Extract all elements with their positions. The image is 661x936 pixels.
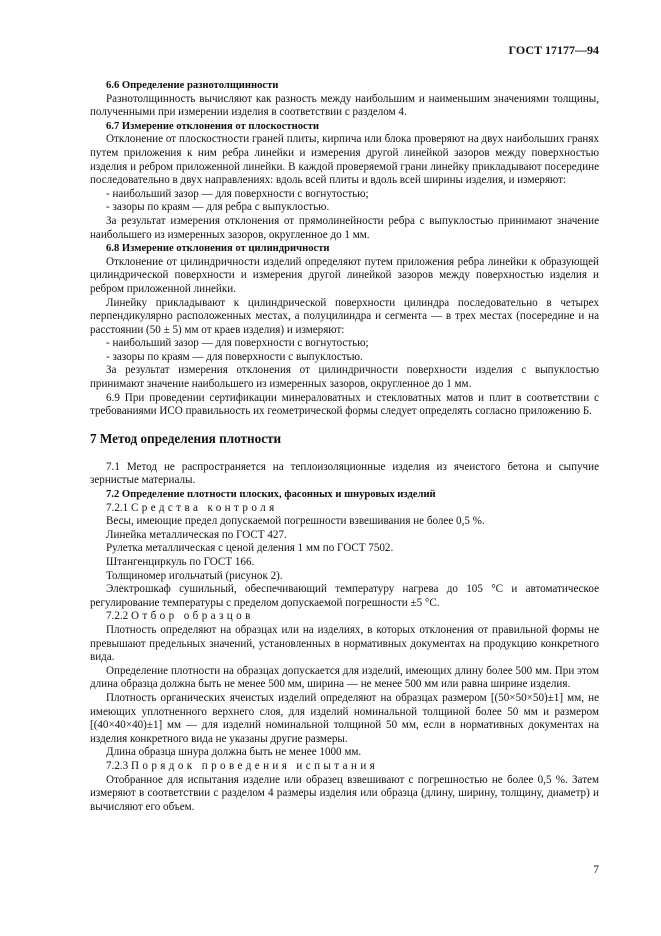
equipment-item: Линейка металлическая по ГОСТ 427.: [106, 528, 287, 541]
section-7-title: 7 Метод определения плотности: [90, 430, 282, 446]
section-6-7-paragraph: Отклонение от плоскостности граней плиты, кирпича или блока проверяют на двух наибольших гранях путем приложения к ним ребра линейки и измерения другой линейкой зазоров между поверхностью изделия и ребром приложенной линейки. В каждой проверяемой грани линейку прикладывают посередине последовательно в двух направлениях: вдоль всей плиты и вдоль всей ширины изделия, и измеряют:: [90, 133, 599, 187]
section-7-1-text: 7.1 Метод не распространяется на теплоизоляционные изделия из ячеистого бетона и сыпучие зернистые материалы.: [90, 460, 599, 487]
equipment-item: Толщиномер игольчатый (рисунок 2).: [106, 569, 283, 582]
section-6-8-heading: 6.8 Измерение отклонения от цилиндричности: [106, 243, 330, 255]
section-6-8-list-item: - наибольший зазор — для поверхности с вогнутостью;: [106, 337, 369, 350]
section-6-8-result: За результат измерения отклонения от цилиндричности поверхности изделия с выпуклостью принимают значение наибольшего из измеренных зазоров, округленное до 1 мм.: [90, 364, 599, 391]
equipment-item: Рулетка металлическая с ценой деления 1 мм по ГОСТ 7502.: [106, 542, 394, 555]
page-content: [90, 79, 599, 814]
section-7-2-2-paragraph: Плотность органических ячеистых изделий определяют на образцах размером [(50×50×50)±1] мм, не имеющих уплотненного верхнего слоя, для изделий номинальной толщиной более 50 мм и размером [(40×40×40)±1] мм — для изделий номинальной толщиной 50 мм, если в нормативных документах на изделия конкретного вида не указаны другие размеры.: [90, 691, 599, 745]
section-6-8-paragraph: Отклонение от цилиндричности изделий определяют путем приложения ребра линейки к образующей цилиндрической поверхности и измерения другой линейкой зазоров между поверхностью изделия и ребром приложенной линейки.: [90, 255, 599, 295]
section-7-2-2-heading: [90, 610, 599, 624]
section-7-2-1-heading: [90, 502, 599, 516]
section-7-2-2-paragraph: Плотность определяют на образцах или на изделиях, в которых отклонения от правильной формы не превышают предельных значений, установленных в нормативных документах на продукцию конкретного вида.: [90, 623, 599, 664]
equipment-item: Штангенциркуль по ГОСТ 166.: [106, 556, 255, 568]
section-7-2-1-title: Средства контроля: [130, 501, 278, 514]
section-7-2-heading: 7.2 Определение плотности плоских, фасонных и шнуровых изделий: [106, 489, 436, 501]
page-number: 7: [593, 864, 599, 876]
section-7-2-2-paragraph: Определение плотности на образцах допускается для изделий, имеющих длину более 500 мм. При этом длина образца должна быть не менее 500 мм, ширина — не менее 500 мм или равна ширине изделия.: [90, 664, 599, 691]
section-6-9-text: 6.9 При проведении сертификации минераловатных и стекловатных матов и плит в соответствии с требованиями ИСО правильность их геометрической формы следует определять согласно приложению Б.: [90, 391, 599, 418]
section-6-6-text: Разнотолщинность вычисляют как разность между наибольшим и наименьшим значениями толщины, полученными при измерении изделия в соответствии с разделом 4.: [90, 92, 599, 119]
document-code-header: ГОСТ 17177—94: [508, 43, 599, 57]
section-6-7-heading: 6.7 Измерение отклонения от плоскостности: [106, 120, 320, 132]
section-number: 7.2.1: [106, 501, 129, 514]
section-7-2-3-paragraph: Отобранное для испытания изделие или образец взвешивают с погрешностью не более 0,5 %. Затем измеряют в соответствии с разделом 4 размеры изделия или образца (длину, ширину, толщину, диаметр) и вычисляют его объем.: [90, 773, 599, 813]
section-6-7-list-item: - наибольший зазор — для поверхности с вогнутостью;: [106, 187, 369, 200]
section-number: 7.2.3: [106, 759, 129, 772]
section-6-7-list-item: - зазоры по краям — для ребра с выпуклостью.: [106, 201, 330, 214]
section-7-2-2-paragraph: Длина образца шнура должна быть не менее 1000 мм.: [106, 746, 362, 759]
section-7-2-3-title: Порядок проведения испытания: [130, 759, 379, 772]
section-6-8-list-item: - зазоры по краям — для поверхности с выпуклостью.: [106, 350, 363, 363]
section-6-7-result: За результат измерения отклонения от прямолинейности ребра с выпуклостью принимают значение наибольшего из измеренных зазоров, округленное до 1 мм.: [90, 214, 599, 241]
equipment-item: Электрошкаф сушильный, обеспечивающий температуру нагрева до 105 °С и автоматическое регулирование температуры с пределом допускаемой погрешности ±5 °С.: [90, 583, 599, 609]
equipment-item: Весы, имеющие предел допускаемой погрешности взвешивания не более 0,5 %.: [106, 515, 485, 528]
section-6-6-heading: 6.6 Определение разнотолщинности: [106, 80, 279, 91]
section-7-2-3-heading: [90, 760, 599, 774]
section-7-2-2-title: Отбор образцов: [130, 610, 254, 623]
section-6-8-paragraph: Линейку прикладывают к цилиндрической поверхности цилиндра последовательно в четырех перпендикулярно расположенных местах, а полуцилиндра и сегмента — в трех местах (посередине и на расстоянии (50 ± 5) мм от краев изделия) и измеряют:: [90, 296, 599, 336]
section-number: 7.2.2: [106, 610, 129, 623]
